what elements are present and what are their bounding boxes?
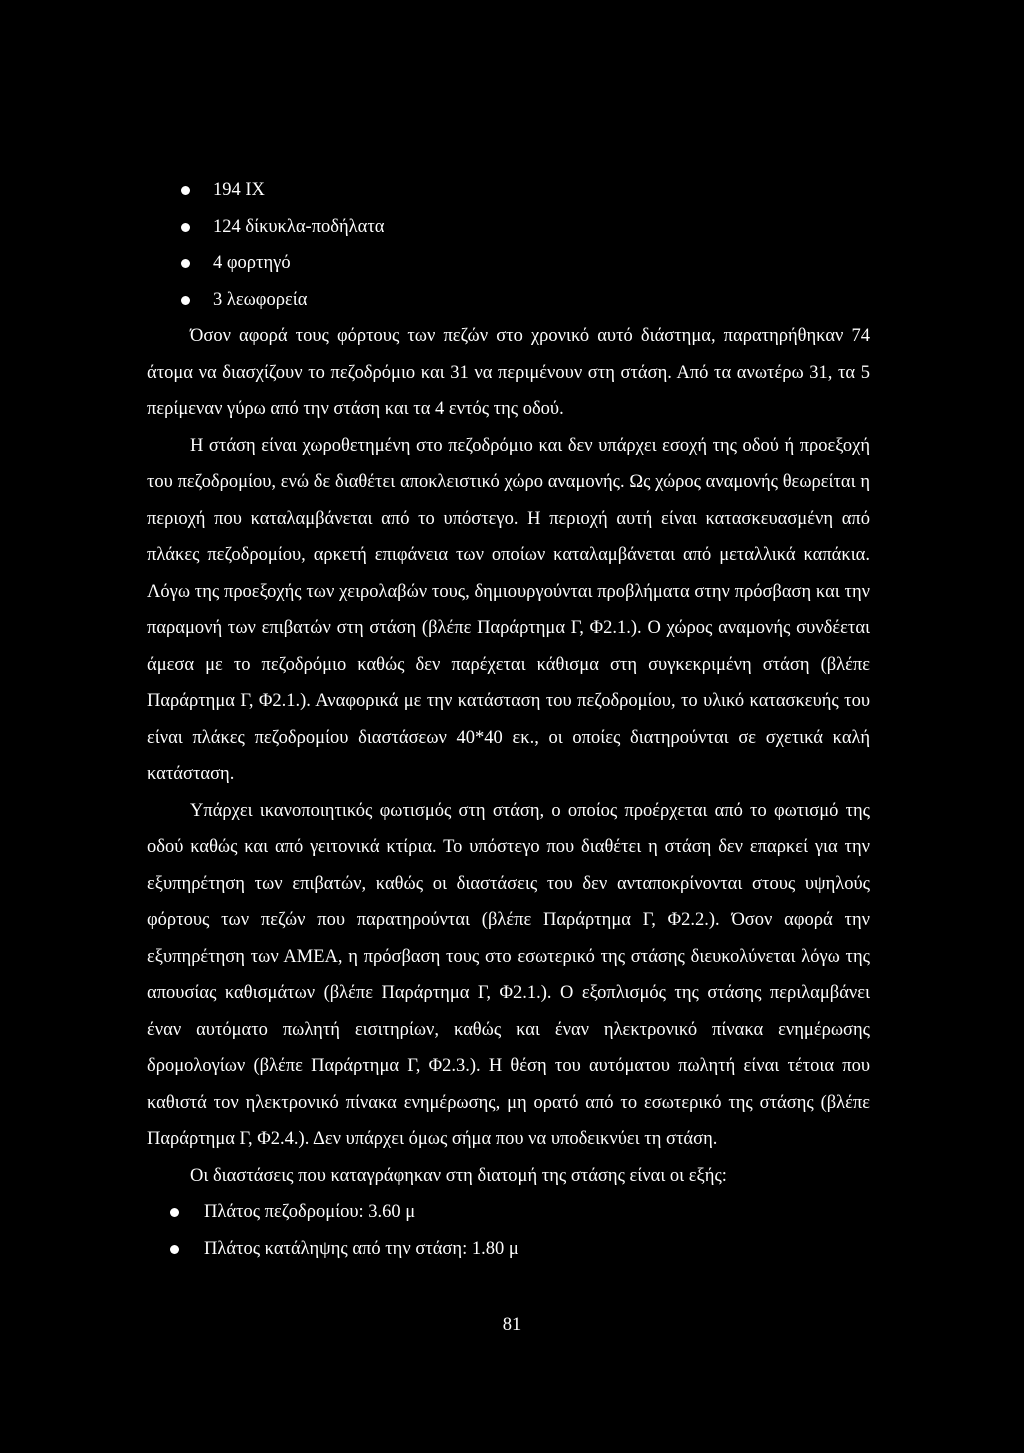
list-item-text: 4 φορτηγό	[213, 253, 291, 273]
body-text	[147, 318, 870, 1194]
paragraph-stop-location: Η στάση είναι χωροθετημένη στο πεζοδρόμιο και δεν υπάρχει εσοχή της οδού ή προεξοχή του πεζοδρομίου, ενώ δε διαθέτει αποκλειστικό χώρο αναμονής. Ως χώρος αναμονής θεωρείται η περιοχή που καταλαμβάνεται από το υπόστεγο. Η περιοχή αυτή είναι κατασκευασμένη από πλάκες πεζοδρομίου, αρκετή επιφάνεια των οποίων καταλαμβάνεται από μεταλλικά καπάκια. Λόγω της προεξοχής των χειρολαβών τους, δημιουργούνται προβλήματα στην πρόσβαση και την παραμονή των επιβατών στη στάση (βλέπε Παράρτημα Γ, Φ2.1.). Ο χώρος αναμονής συνδέεται άμεσα με το πεζοδρόμιο καθώς δεν παρέχεται κάθισμα στη συγκεκριμένη στάση (βλέπε Παράρτημα Γ, Φ2.1.). Αναφορικά με την κατάσταση του πεζοδρομίου, το υλικό κατασκευής του είναι πλάκες πεζοδρομίου διαστάσεων 40*40 εκ., οι οποίες διατηρούνται σε σχετικά καλή κατάσταση.	[147, 435, 870, 784]
bullet-icon	[181, 259, 190, 268]
bullet-icon	[181, 223, 190, 232]
paragraph-lighting-equipment: Υπάρχει ικανοποιητικός φωτισμός στη στάση, ο οποίος προέρχεται από το φωτισμό της οδού καθώς και από γειτονικά κτίρια. Το υπόστεγο που διαθέτει η στάση δεν επαρκεί για την εξυπηρέτηση των επιβατών, καθώς οι διαστάσεις του δεν ανταποκρίνονται στους υψηλούς φόρτους των πεζών που παρατηρούνται (βλέπε Παράρτημα Γ, Φ2.2.). Όσον αφορά την εξυπηρέτηση των ΑΜΕΑ, η πρόσβαση τους στο εσωτερικό της στάσης διευκολύνεται λόγω της απουσίας καθισμάτων (βλέπε Παράρτημα Γ, Φ2.1.). Ο εξοπλισμός της στάσης περιλαμβάνει έναν αυτόματο πωλητή εισιτηρίων, καθώς και έναν ηλεκτρονικό πίνακα ενημέρωσης δρομολογίων (βλέπε Παράρτημα Γ, Φ2.3.). Η θέση του αυτόματου πωλητή είναι τέτοια που καθιστά τον ηλεκτρονικό πίνακα ενημέρωσης, μη ορατό από το εσωτερικό της στάσης (βλέπε Παράρτημα Γ, Φ2.4.). Δεν υπάρχει όμως σήμα που να υποδεικνύει τη στάση.	[147, 800, 870, 1149]
list-item-text: Πλάτος κατάληψης από την στάση: 1.80 μ	[204, 1238, 519, 1259]
list-item-text: Πλάτος πεζοδρομίου: 3.60 μ	[204, 1202, 416, 1222]
list-item-text: 124 δίκυκλα-ποδήλατα	[213, 216, 385, 237]
bullet-icon	[170, 1245, 179, 1254]
paragraph-pedestrian-loads: Όσον αφορά τους φόρτους των πεζών στο χρονικό αυτό διάστημα, παρατηρήθηκαν 74 άτομα να διασχίζουν το πεζοδρόμιο και 31 να περιμένουν στη στάση. Από τα ανωτέρω 31, τα 5 περίμεναν γύρω από την στάση και τα 4 εντός της οδού.	[147, 326, 870, 419]
paragraph-dimensions-intro: Οι διαστάσεις που καταγράφηκαν στη διατομή της στάσης είναι οι εξής:	[190, 1165, 727, 1186]
bullet-icon	[170, 1208, 179, 1217]
bullet-icon	[181, 296, 190, 305]
list-item-text: 194 ΙΧ	[213, 180, 265, 200]
list-item-text: 3 λεωφορεία	[213, 289, 308, 310]
bullet-icon	[181, 186, 190, 195]
page-number: 81	[502, 1315, 522, 1335]
